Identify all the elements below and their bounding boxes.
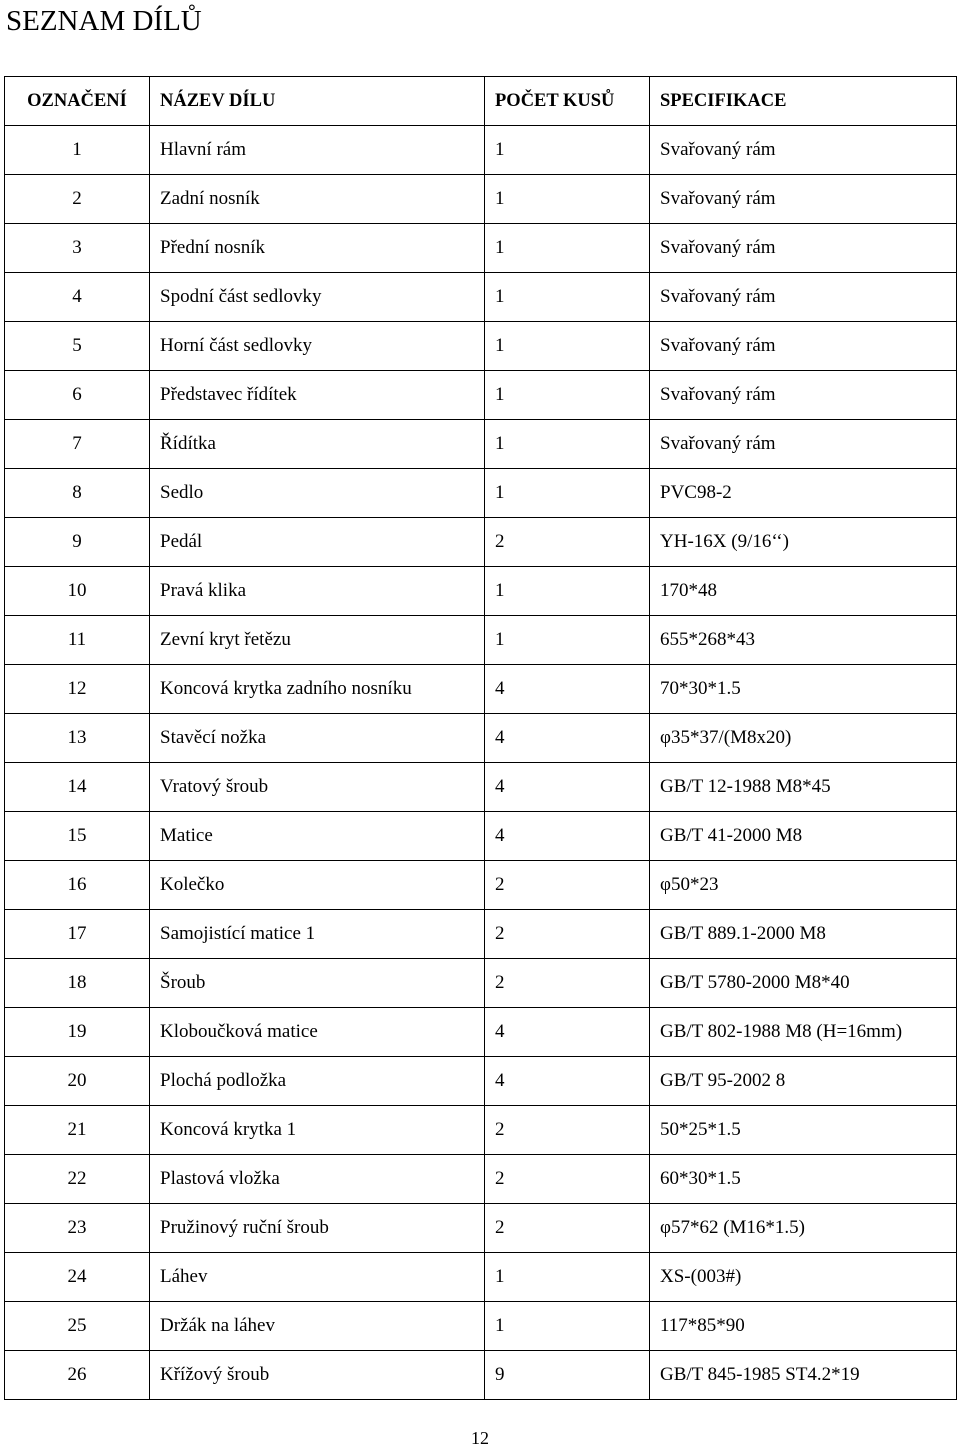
cell-specification: φ35*37/(M8x20) <box>650 714 957 763</box>
cell-part-name: Plochá podložka <box>150 1057 485 1106</box>
cell-designation: 26 <box>5 1351 150 1400</box>
cell-specification: 60*30*1.5 <box>650 1155 957 1204</box>
cell-quantity: 1 <box>485 371 650 420</box>
cell-part-name: Kloboučková matice <box>150 1008 485 1057</box>
cell-quantity: 1 <box>485 175 650 224</box>
cell-designation: 17 <box>5 910 150 959</box>
table-row <box>5 371 957 420</box>
cell-quantity: 1 <box>485 126 650 175</box>
cell-quantity: 2 <box>485 1155 650 1204</box>
cell-part-name: Horní část sedlovky <box>150 322 485 371</box>
cell-part-name: Láhev <box>150 1253 485 1302</box>
table-row <box>5 469 957 518</box>
cell-specification: GB/T 95-2002 8 <box>650 1057 957 1106</box>
cell-designation: 15 <box>5 812 150 861</box>
cell-specification: Svařovaný rám <box>650 273 957 322</box>
parts-table-header <box>5 77 957 126</box>
table-row <box>5 812 957 861</box>
cell-quantity: 1 <box>485 567 650 616</box>
cell-specification: GB/T 802-1988 M8 (H=16mm) <box>650 1008 957 1057</box>
cell-part-name: Křížový šroub <box>150 1351 485 1400</box>
cell-specification: GB/T 845-1985 ST4.2*19 <box>650 1351 957 1400</box>
cell-specification: φ57*62 (M16*1.5) <box>650 1204 957 1253</box>
header-designation: OZNAČENÍ <box>5 77 150 126</box>
table-row <box>5 1302 957 1351</box>
cell-specification: GB/T 889.1-2000 M8 <box>650 910 957 959</box>
cell-designation: 23 <box>5 1204 150 1253</box>
cell-quantity: 4 <box>485 812 650 861</box>
cell-part-name: Stavěcí nožka <box>150 714 485 763</box>
cell-quantity: 2 <box>485 1204 650 1253</box>
table-row <box>5 273 957 322</box>
cell-part-name: Přední nosník <box>150 224 485 273</box>
header-part-name: NÁZEV DÍLU <box>150 77 485 126</box>
cell-specification: Svařovaný rám <box>650 371 957 420</box>
cell-specification: GB/T 5780-2000 M8*40 <box>650 959 957 1008</box>
table-row <box>5 959 957 1008</box>
cell-quantity: 9 <box>485 1351 650 1400</box>
table-row <box>5 1204 957 1253</box>
cell-designation: 22 <box>5 1155 150 1204</box>
cell-part-name: Koncová krytka zadního nosníku <box>150 665 485 714</box>
cell-part-name: Zevní kryt řetězu <box>150 616 485 665</box>
cell-designation: 20 <box>5 1057 150 1106</box>
cell-part-name: Představec řídítek <box>150 371 485 420</box>
header-quantity: POČET KUSŮ <box>485 77 650 126</box>
cell-specification: GB/T 41-2000 M8 <box>650 812 957 861</box>
header-row <box>5 77 957 126</box>
table-row <box>5 1106 957 1155</box>
table-row <box>5 1057 957 1106</box>
cell-quantity: 4 <box>485 763 650 812</box>
cell-specification: YH-16X (9/16‘‘) <box>650 518 957 567</box>
table-row <box>5 763 957 812</box>
cell-specification: XS-(003#) <box>650 1253 957 1302</box>
cell-designation: 13 <box>5 714 150 763</box>
header-specification: SPECIFIKACE <box>650 77 957 126</box>
cell-specification: 655*268*43 <box>650 616 957 665</box>
cell-specification: φ50*23 <box>650 861 957 910</box>
cell-part-name: Šroub <box>150 959 485 1008</box>
cell-part-name: Samojistící matice 1 <box>150 910 485 959</box>
cell-designation: 5 <box>5 322 150 371</box>
table-row <box>5 567 957 616</box>
table-row <box>5 322 957 371</box>
cell-designation: 10 <box>5 567 150 616</box>
cell-designation: 9 <box>5 518 150 567</box>
cell-specification: Svařovaný rám <box>650 420 957 469</box>
cell-part-name: Držák na láhev <box>150 1302 485 1351</box>
cell-designation: 21 <box>5 1106 150 1155</box>
table-row <box>5 175 957 224</box>
cell-specification: GB/T 12-1988 M8*45 <box>650 763 957 812</box>
table-row <box>5 1008 957 1057</box>
cell-quantity: 1 <box>485 1253 650 1302</box>
cell-designation: 25 <box>5 1302 150 1351</box>
cell-quantity: 2 <box>485 518 650 567</box>
cell-quantity: 4 <box>485 714 650 763</box>
cell-quantity: 4 <box>485 665 650 714</box>
cell-designation: 18 <box>5 959 150 1008</box>
cell-designation: 3 <box>5 224 150 273</box>
cell-specification: Svařovaný rám <box>650 322 957 371</box>
cell-quantity: 1 <box>485 322 650 371</box>
cell-designation: 2 <box>5 175 150 224</box>
cell-designation: 7 <box>5 420 150 469</box>
cell-part-name: Pravá klika <box>150 567 485 616</box>
cell-quantity: 2 <box>485 1106 650 1155</box>
cell-designation: 24 <box>5 1253 150 1302</box>
cell-quantity: 1 <box>485 469 650 518</box>
cell-quantity: 1 <box>485 1302 650 1351</box>
cell-specification: 117*85*90 <box>650 1302 957 1351</box>
cell-designation: 12 <box>5 665 150 714</box>
cell-specification: 50*25*1.5 <box>650 1106 957 1155</box>
cell-specification: 170*48 <box>650 567 957 616</box>
table-row <box>5 1155 957 1204</box>
table-row <box>5 616 957 665</box>
table-row <box>5 714 957 763</box>
cell-designation: 1 <box>5 126 150 175</box>
cell-quantity: 2 <box>485 861 650 910</box>
cell-quantity: 4 <box>485 1008 650 1057</box>
table-row <box>5 126 957 175</box>
cell-specification: Svařovaný rám <box>650 175 957 224</box>
cell-part-name: Vratový šroub <box>150 763 485 812</box>
cell-designation: 16 <box>5 861 150 910</box>
table-row <box>5 420 957 469</box>
cell-specification: Svařovaný rám <box>650 224 957 273</box>
cell-quantity: 1 <box>485 420 650 469</box>
parts-table-body <box>5 126 957 1400</box>
cell-quantity: 1 <box>485 616 650 665</box>
cell-part-name: Spodní část sedlovky <box>150 273 485 322</box>
table-row <box>5 224 957 273</box>
cell-quantity: 4 <box>485 1057 650 1106</box>
cell-quantity: 2 <box>485 910 650 959</box>
cell-part-name: Pružinový ruční šroub <box>150 1204 485 1253</box>
table-row <box>5 910 957 959</box>
table-row <box>5 1351 957 1400</box>
cell-part-name: Zadní nosník <box>150 175 485 224</box>
cell-part-name: Koncová krytka 1 <box>150 1106 485 1155</box>
page-number: 12 <box>471 1428 489 1448</box>
cell-specification: PVC98-2 <box>650 469 957 518</box>
cell-designation: 4 <box>5 273 150 322</box>
cell-specification: 70*30*1.5 <box>650 665 957 714</box>
table-row <box>5 518 957 567</box>
page-title: SEZNAM DÍLŮ <box>6 5 202 37</box>
cell-designation: 14 <box>5 763 150 812</box>
cell-quantity: 2 <box>485 959 650 1008</box>
cell-part-name: Pedál <box>150 518 485 567</box>
cell-designation: 11 <box>5 616 150 665</box>
cell-part-name: Plastová vložka <box>150 1155 485 1204</box>
cell-part-name: Kolečko <box>150 861 485 910</box>
cell-specification: Svařovaný rám <box>650 126 957 175</box>
table-row <box>5 861 957 910</box>
table-row <box>5 1253 957 1302</box>
cell-quantity: 1 <box>485 224 650 273</box>
cell-designation: 19 <box>5 1008 150 1057</box>
parts-table <box>4 76 957 1400</box>
cell-part-name: Matice <box>150 812 485 861</box>
cell-part-name: Sedlo <box>150 469 485 518</box>
cell-part-name: Řídítka <box>150 420 485 469</box>
cell-designation: 8 <box>5 469 150 518</box>
cell-designation: 6 <box>5 371 150 420</box>
table-row <box>5 665 957 714</box>
cell-quantity: 1 <box>485 273 650 322</box>
cell-part-name: Hlavní rám <box>150 126 485 175</box>
